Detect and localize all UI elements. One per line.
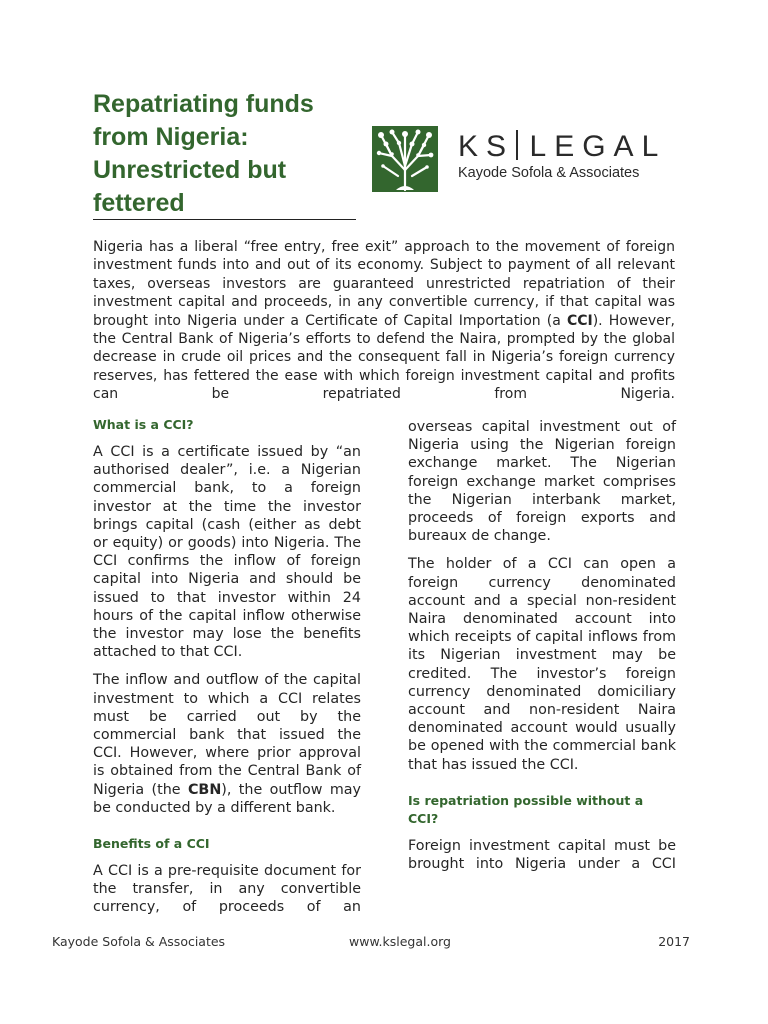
ks-legal-logo	[372, 126, 692, 192]
left-column	[93, 416, 361, 927]
document-title: Repatriating funds from Nigeria: Unrestricted but fettered	[93, 90, 314, 217]
right-column	[408, 418, 676, 883]
heading-what-is-cci: What is a CCI?	[93, 417, 194, 432]
paragraph-inflow-outflow: The inflow and outflow of the capital investment to which a CCI relates must be carried out by the commercial bank that issued the CCI. However, where prior approval is obtained from the Central Bank of Nigeria (the CBN), the outflow may be conducted by a different bank.	[93, 672, 361, 816]
paragraph-cci-holder: The holder of a CCI can open a foreign currency denominated account and a special non-resident Naira denominated account into which receipts of capital inflows from its Nigerian investment may be credited. The investor’s foreign currency denominated domiciliary account and non-resident Naira denominated account would usually be opened with the commercial bank that has issued the CCI.	[408, 556, 676, 773]
page-footer	[52, 934, 690, 952]
logo-wordmark: KS LEGAL	[458, 130, 667, 163]
heading-benefits-of-cci: Benefits of a CCI	[93, 836, 210, 852]
intro-paragraph: Nigeria has a liberal “free entry, free exit” approach to the movement of foreign investment funds into and out of its economy. Subject to payment of all relevant taxes, overseas investors are guaranteed unrestricted repatriation of their investment capital and proceeds, in any convertible currency, if that capital was brought into Nigeria under a Certificate of Capital Importation (a CCI). However, the Central Bank of Nigeria’s efforts to defend the Naira, prompted by the global decrease in crude oil prices and the consequent fall in Nigeria’s foreign currency reserves, has fettered the ease with which foreign investment capital and profits can be repatriated from Nigeria.	[93, 239, 675, 403]
logo-subtitle: Kayode Sofola & Associates	[458, 165, 640, 181]
paragraph-benefits: A CCI is a pre-requisite document for the transfer, in any convertible currency, of proceeds of an	[93, 863, 361, 916]
heading-repatriation-without-cci: Is repatriation possible without a CCI?	[408, 792, 644, 826]
paragraph-forex-market: overseas capital investment out of Nigeria using the Nigerian foreign exchange market. The Nigerian foreign exchange market comprises the Nigerian interbank market, proceeds of foreign exports and bureaux de change.	[408, 419, 676, 545]
footer-firm-name: Kayode Sofola & Associates	[52, 934, 226, 949]
paragraph-repatriation: Foreign investment capital must be brought into Nigeria under a CCI	[408, 837, 676, 873]
tree-logo-icon	[372, 126, 438, 192]
paragraph-cci-definition: A CCI is a certificate issued by “an authorised dealer”, i.e. a Nigerian commercial bank, to a foreign investor at the time the investor brings capital (cash (either as debt or equity) or goods) into Nigeria. The CCI confirms the inflow of foreign capital into Nigeria and should be issued to that investor within 24 hours of the capital inflow otherwise the investor may lose the benefits attached to that CCI.	[93, 444, 361, 661]
footer-year: 2017	[658, 934, 690, 949]
footer-website-link[interactable]: www.kslegal.org	[349, 934, 451, 949]
title-underline	[93, 219, 356, 220]
